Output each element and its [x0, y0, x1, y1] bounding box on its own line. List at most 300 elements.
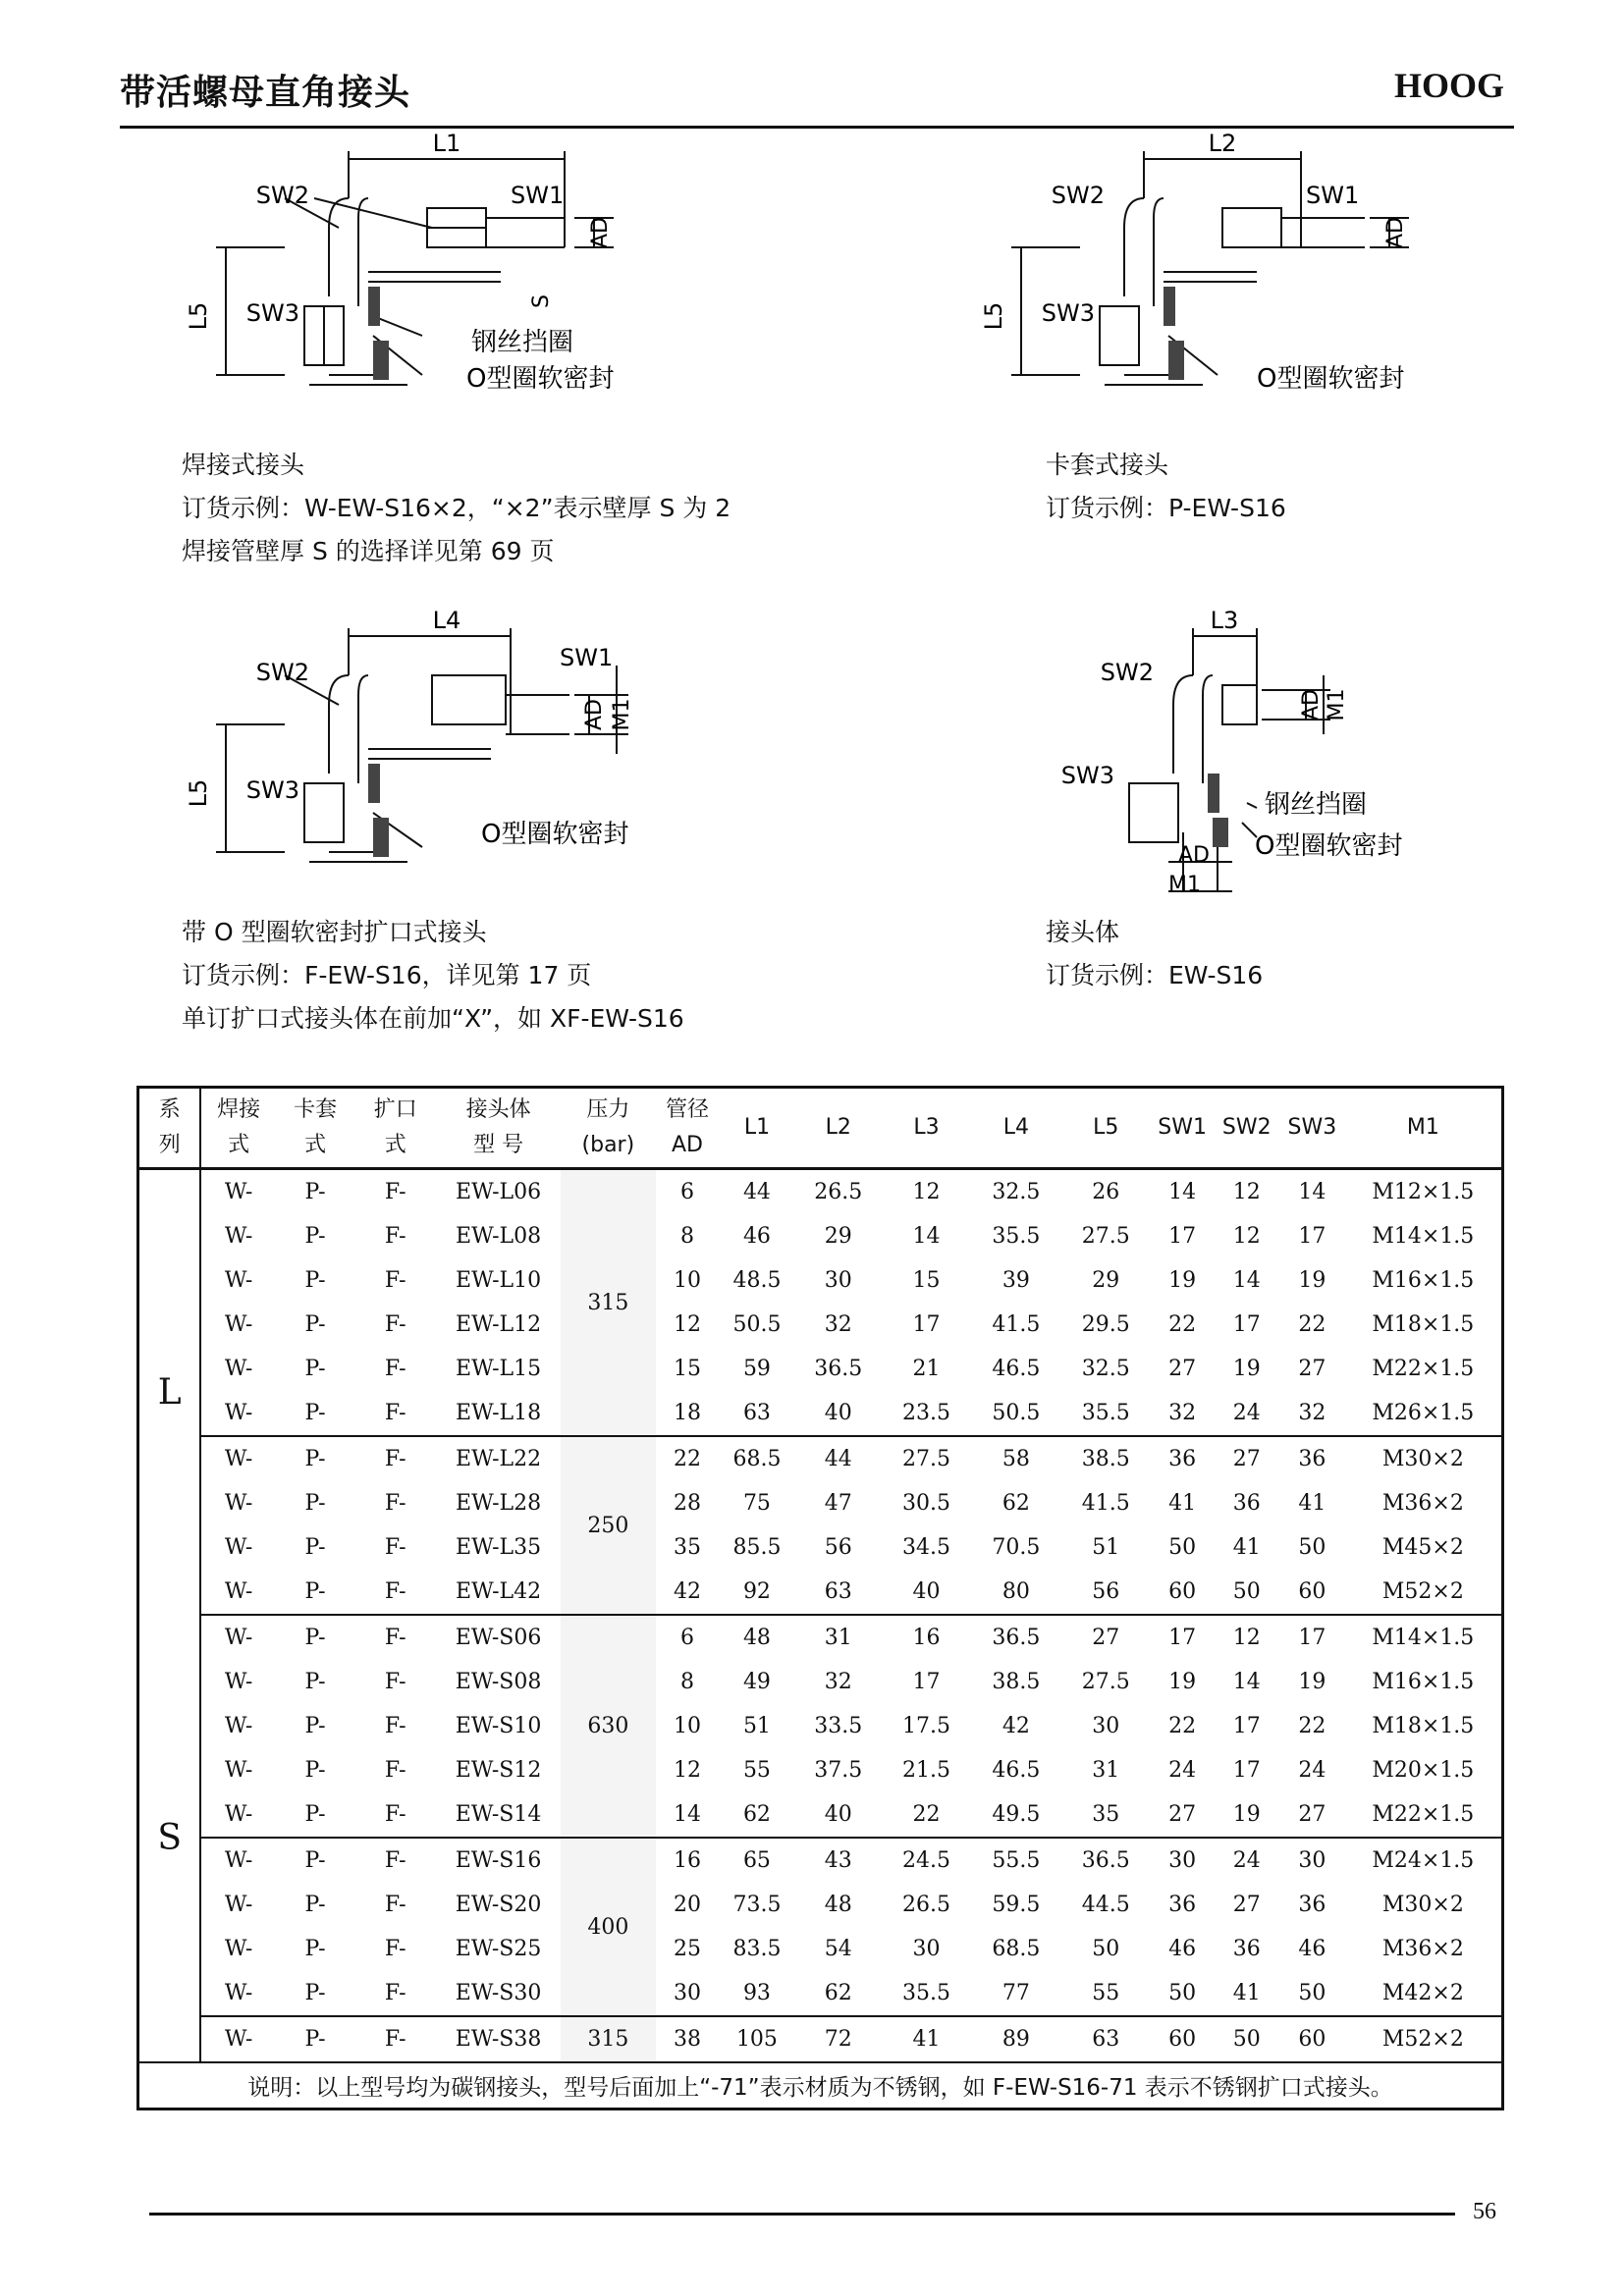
table-cell: 50	[1298, 1981, 1326, 2005]
table-cell: 27.5	[1081, 1670, 1130, 1694]
column-header	[795, 1088, 882, 1169]
table-cell: 17	[1168, 1224, 1197, 1249]
table-cell: 6	[656, 1169, 720, 1215]
table-cell: EW-S16	[436, 1838, 561, 1883]
table-cell: 30	[1092, 1714, 1120, 1738]
table-cell: 35.5	[992, 1224, 1041, 1249]
table-cell: W-	[224, 1224, 253, 1249]
table-cell: 30	[1279, 1838, 1345, 1883]
table-cell: M22×1.5	[1372, 1357, 1475, 1381]
table-cell: W-	[224, 1312, 253, 1337]
table-cell: 32	[1298, 1401, 1326, 1425]
table-note-row	[138, 2062, 1503, 2109]
column-header-line: M1	[1406, 1115, 1439, 1140]
table-cell: 30	[674, 1981, 701, 2005]
table-cell: EW-L15	[456, 1357, 542, 1381]
table-cell: F-	[384, 1937, 406, 1961]
table-cell: 12	[882, 1169, 971, 1215]
table-cell: 33.5	[814, 1714, 863, 1738]
table-cell: EW-L18	[456, 1401, 542, 1425]
sw3-label: SW3	[1041, 299, 1095, 327]
table-cell: 55	[1092, 1981, 1120, 2005]
sw3-label: SW3	[1060, 762, 1114, 789]
table-cell: 36	[1298, 1893, 1326, 1917]
table-cell: 21	[912, 1357, 941, 1381]
table-cell: M18×1.5	[1372, 1714, 1475, 1738]
table-cell: 75	[742, 1491, 771, 1516]
column-header-line: L5	[1093, 1115, 1119, 1140]
series-label: L	[138, 1169, 201, 1616]
table-cell: 6	[656, 1615, 720, 1660]
table-cell: 20	[674, 1893, 701, 1917]
table-cell: 24	[1298, 1758, 1326, 1783]
column-header-line: 扩口	[373, 1097, 417, 1122]
table-cell: 27	[1061, 1615, 1151, 1660]
table-cell: 35	[1092, 1802, 1120, 1827]
table-row	[138, 1971, 1503, 2016]
m1-label: M1	[610, 698, 634, 731]
table-cell: 14	[912, 1224, 941, 1249]
table-cell: P-	[304, 1312, 326, 1337]
cutting-ring-fitting-diagram	[972, 130, 1443, 414]
m1-bottom-label: M1	[1168, 873, 1201, 897]
table-cell: 25	[674, 1937, 701, 1961]
table-cell: EW-L06	[436, 1169, 561, 1215]
table-cell: F-	[384, 1579, 406, 1604]
table-cell: 46	[1298, 1937, 1326, 1961]
table-row	[138, 1927, 1503, 1971]
table-cell: W-	[224, 1535, 253, 1560]
column-header-line: L2	[825, 1115, 851, 1140]
table-cell: 89	[971, 2016, 1060, 2062]
brand-logo: HOOG	[1393, 66, 1504, 105]
sw1-label: SW1	[560, 644, 614, 671]
table-cell: 77	[1001, 1981, 1030, 2005]
table-row	[138, 1570, 1503, 1615]
table-cell: 72	[795, 2016, 882, 2062]
column-header-line: 系	[158, 1097, 181, 1122]
body-caption	[1046, 911, 1263, 997]
table-row	[138, 1748, 1503, 1792]
table-cell: 32	[824, 1670, 852, 1694]
table-cell: 92	[742, 1579, 771, 1604]
table-row	[138, 1704, 1503, 1748]
table-cell: 23.5	[901, 1401, 950, 1425]
table-cell: 85.5	[732, 1535, 782, 1560]
table-cell: 22	[1298, 1714, 1326, 1738]
table-row	[138, 1883, 1503, 1927]
table-cell: M26×1.5	[1372, 1401, 1475, 1425]
pressure-cell: 315	[561, 1169, 656, 1437]
table-cell: 93	[742, 1981, 771, 2005]
table-cell: 29.5	[1081, 1312, 1130, 1337]
table-cell: 59	[742, 1357, 771, 1381]
sw2-label: SW2	[1051, 182, 1105, 209]
table-cell: W-	[224, 1268, 253, 1293]
table-cell: EW-S25	[455, 1937, 542, 1961]
table-cell: EW-L22	[436, 1436, 561, 1481]
table-cell: EW-L12	[456, 1312, 542, 1337]
l5-label: L5	[185, 301, 212, 331]
table-cell: F-	[384, 1224, 406, 1249]
table-cell: 24	[1214, 1838, 1279, 1883]
table-cell: 41	[882, 2016, 971, 2062]
table-cell: 62	[824, 1981, 852, 2005]
wire-retainer-label: 钢丝挡圈	[1265, 790, 1368, 820]
table-cell: 26.5	[901, 1893, 950, 1917]
table-cell: 12	[674, 1758, 701, 1783]
table-cell: 14	[1279, 1169, 1345, 1215]
table-cell: 12	[1214, 1169, 1279, 1215]
pressure-cell: 315	[561, 2016, 656, 2062]
table-cell: 28	[674, 1491, 701, 1516]
table-cell: 68.5	[992, 1937, 1041, 1961]
oring-seal-label: O型圈软密封	[1255, 831, 1403, 861]
table-cell: M16×1.5	[1372, 1670, 1475, 1694]
table-cell: 46	[742, 1224, 771, 1249]
table-cell: 21.5	[901, 1758, 950, 1783]
table-cell: P-	[304, 1981, 326, 2005]
table-cell: P-	[304, 1802, 326, 1827]
table-cell: 62	[1001, 1491, 1030, 1516]
table-cell: W-	[224, 1937, 253, 1961]
table-cell: W-	[200, 1169, 275, 1215]
table-cell: EW-L08	[456, 1224, 542, 1249]
table-row	[138, 1481, 1503, 1525]
table-cell: EW-L35	[456, 1535, 542, 1560]
table-cell: EW-S12	[455, 1758, 542, 1783]
table-cell: 63	[742, 1401, 771, 1425]
table-cell: W-	[224, 1579, 253, 1604]
column-header	[354, 1088, 436, 1169]
table-cell: 48	[719, 1615, 794, 1660]
table-cell: W-	[224, 1491, 253, 1516]
column-header-line: 管径	[665, 1097, 709, 1122]
table-cell: P-	[304, 1491, 326, 1516]
column-header-line: 式	[304, 1133, 327, 1157]
caption-line: 订货示例：P-EW-S16	[1046, 494, 1286, 522]
table-cell: 38.5	[992, 1670, 1041, 1694]
column-header-line: 卡套	[294, 1097, 338, 1122]
table-cell: 68.5	[719, 1436, 794, 1481]
table-cell: F-	[384, 1670, 406, 1694]
table-cell: 29	[1092, 1268, 1120, 1293]
column-header	[1214, 1088, 1279, 1169]
table-cell: 14	[1232, 1670, 1261, 1694]
table-cell: P-	[276, 1838, 355, 1883]
table-cell: F-	[384, 1981, 406, 2005]
table-cell: M36×2	[1381, 1937, 1464, 1961]
column-header-line: L1	[743, 1115, 771, 1140]
table-cell: M16×1.5	[1372, 1268, 1475, 1293]
table-cell: 22	[912, 1802, 941, 1827]
column-header	[200, 1088, 275, 1169]
table-cell: 44.5	[1081, 1893, 1130, 1917]
table-cell: P-	[276, 1169, 355, 1215]
table-cell: M52×2	[1381, 1579, 1464, 1604]
table-cell: M20×1.5	[1372, 1758, 1475, 1783]
table-cell: 38.5	[1061, 1436, 1151, 1481]
table-cell: F-	[384, 1357, 406, 1381]
oring-seal-label: O型圈软密封	[1257, 364, 1405, 394]
table-cell: 38	[656, 2016, 720, 2062]
table-cell: P-	[304, 1224, 326, 1249]
table-cell: 32.5	[971, 1169, 1060, 1215]
table-cell: F-	[384, 1802, 406, 1827]
column-header	[882, 1088, 971, 1169]
table-cell: 22	[1168, 1714, 1197, 1738]
table-cell: 27.5	[1081, 1224, 1130, 1249]
table-cell: W-	[200, 2016, 275, 2062]
table-cell: W-	[224, 1401, 253, 1425]
caption-line: 焊接管壁厚 S 的选择详见第 69 页	[182, 537, 555, 565]
table-cell: 65	[719, 1838, 794, 1883]
table-row	[138, 2016, 1503, 2062]
table-cell: M30×2	[1381, 1893, 1464, 1917]
table-cell: 24.5	[882, 1838, 971, 1883]
cutting-ring-caption	[1046, 444, 1286, 530]
table-cell: 83.5	[732, 1937, 782, 1961]
table-cell: P-	[304, 1714, 326, 1738]
table-row	[138, 1391, 1503, 1436]
dim-l4-label: L4	[432, 607, 461, 634]
table-cell: 42	[674, 1579, 701, 1604]
table-cell: F-	[384, 1312, 406, 1337]
table-cell: F-	[384, 1401, 406, 1425]
table-cell: 60	[1168, 1579, 1197, 1604]
table-cell: 27.5	[882, 1436, 971, 1481]
specification-table	[136, 1086, 1504, 2110]
table-cell: P-	[304, 1535, 326, 1560]
column-header	[276, 1088, 355, 1169]
ad-label: AD	[588, 217, 613, 248]
table-cell: 27	[1232, 1893, 1261, 1917]
table-cell: 105	[719, 2016, 794, 2062]
table-cell: W-	[224, 1981, 253, 2005]
table-cell: EW-S30	[455, 1981, 542, 2005]
table-cell: 63	[824, 1579, 852, 1604]
table-cell: 59.5	[992, 1893, 1041, 1917]
table-cell: 36	[1232, 1491, 1261, 1516]
table-cell: 24	[1232, 1401, 1261, 1425]
table-cell: 36.5	[1061, 1838, 1151, 1883]
footer-rule	[149, 2213, 1455, 2216]
table-cell: 17	[1232, 1714, 1261, 1738]
table-cell: 62	[742, 1802, 771, 1827]
table-cell: EW-L28	[456, 1491, 542, 1516]
table-cell: 31	[1092, 1758, 1120, 1783]
table-cell: F-	[354, 1169, 436, 1215]
column-header	[138, 1088, 201, 1169]
table-note: 说明：以上型号均为碳钢接头，型号后面加上“-71”表示材质为不锈钢，如 F-EW-S16-71 表示不锈钢扩口式接头。	[138, 2062, 1503, 2109]
table-cell: M45×2	[1381, 1535, 1464, 1560]
table-cell: 39	[1001, 1268, 1030, 1293]
column-header	[436, 1088, 561, 1169]
table-cell: 30	[1151, 1838, 1215, 1883]
table-cell: F-	[384, 1758, 406, 1783]
column-header-line: SW2	[1221, 1115, 1272, 1140]
table-cell: 43	[795, 1838, 882, 1883]
table-cell: 36.5	[971, 1615, 1060, 1660]
table-cell: 42	[1001, 1714, 1030, 1738]
dim-l3-label: L3	[1210, 607, 1239, 634]
table-cell: 19	[1298, 1670, 1326, 1694]
column-header	[561, 1088, 656, 1169]
page-title: 带活螺母直角接头	[120, 73, 411, 113]
table-cell: W-	[224, 1758, 253, 1783]
table-cell: EW-S38	[436, 2016, 561, 2062]
table-row	[138, 1525, 1503, 1570]
table-cell: 37.5	[814, 1758, 863, 1783]
table-cell: 17	[1232, 1758, 1261, 1783]
table-cell: 41	[1298, 1491, 1326, 1516]
table-cell: 50	[1232, 1579, 1261, 1604]
table-cell: M18×1.5	[1372, 1312, 1475, 1337]
table-cell: M36×2	[1381, 1491, 1464, 1516]
oring-seal-label: O型圈软密封	[481, 820, 629, 849]
column-header	[1345, 1088, 1503, 1169]
column-header-line: L3	[913, 1115, 940, 1140]
table-cell: 17	[912, 1312, 941, 1337]
table-cell: P-	[304, 1758, 326, 1783]
table-cell: F-	[384, 1535, 406, 1560]
table-cell: M14×1.5	[1372, 1224, 1475, 1249]
wire-retainer-label: 钢丝挡圈	[471, 328, 574, 357]
table-cell: 8	[680, 1670, 694, 1694]
table-cell: 15	[912, 1268, 941, 1293]
table-cell: 22	[656, 1436, 720, 1481]
table-cell: 30	[824, 1268, 852, 1293]
table-cell: M24×1.5	[1345, 1838, 1503, 1883]
table-cell: 40	[824, 1802, 852, 1827]
welded-fitting-diagram	[177, 130, 687, 414]
table-cell: 14	[1232, 1268, 1261, 1293]
sw2-label: SW2	[1100, 659, 1154, 686]
caption-line: 订货示例：EW-S16	[1046, 961, 1264, 989]
table-cell: EW-L42	[456, 1579, 542, 1604]
table-row	[138, 1303, 1503, 1347]
table-cell: 30.5	[901, 1491, 950, 1516]
table-cell: 41	[1168, 1491, 1197, 1516]
pressure-cell: 400	[561, 1838, 656, 2016]
table-cell: 50.5	[992, 1401, 1041, 1425]
table-cell: 40	[912, 1579, 941, 1604]
table-cell: 36	[1232, 1937, 1261, 1961]
table-cell: 12	[1232, 1224, 1261, 1249]
table-cell: 51	[1092, 1535, 1120, 1560]
column-header-line: 压力	[586, 1097, 630, 1122]
table-cell: 49.5	[992, 1802, 1041, 1827]
table-cell: M14×1.5	[1345, 1615, 1503, 1660]
table-cell: 55	[742, 1758, 771, 1783]
table-cell: 27	[1168, 1357, 1197, 1381]
table-cell: 17	[912, 1670, 941, 1694]
sw3-label: SW3	[245, 299, 299, 327]
column-header-line: (bar)	[581, 1133, 635, 1157]
m1-label: M1	[1325, 688, 1349, 721]
table-cell: 36.5	[814, 1357, 863, 1381]
caption-line: 卡套式接头	[1046, 451, 1169, 479]
table-cell: 17	[1151, 1615, 1215, 1660]
s-label: S	[529, 294, 554, 308]
table-cell: 80	[1001, 1579, 1030, 1604]
table-row	[138, 1792, 1503, 1838]
table-cell: 17	[1298, 1224, 1326, 1249]
table-cell: 60	[1298, 1579, 1326, 1604]
column-header-line: 型 号	[473, 1133, 524, 1157]
table-cell: 50.5	[732, 1312, 782, 1337]
table-cell: 32.5	[1081, 1357, 1130, 1381]
table-cell: EW-S20	[455, 1893, 542, 1917]
caption-line: 订货示例：W-EW-S16×2，“×2”表示壁厚 S 为 2	[182, 494, 731, 522]
table-cell: M30×2	[1345, 1436, 1503, 1481]
table-cell: 14	[674, 1802, 701, 1827]
table-cell: 55.5	[971, 1838, 1060, 1883]
table-cell: 50	[1298, 1535, 1326, 1560]
table-cell: 14	[1151, 1169, 1215, 1215]
table-row	[138, 1214, 1503, 1258]
table-cell: 63	[1061, 2016, 1151, 2062]
table-cell: 56	[824, 1535, 852, 1560]
caption-line: 焊接式接头	[182, 451, 305, 479]
table-cell: 40	[824, 1401, 852, 1425]
table-cell: P-	[304, 1268, 326, 1293]
fitting-body-diagram	[1011, 597, 1473, 921]
table-cell: 44	[795, 1436, 882, 1481]
table-cell: 22	[1168, 1312, 1197, 1337]
table-cell: 19	[1168, 1268, 1197, 1293]
table-cell: 36	[1279, 1436, 1345, 1481]
column-header-line: SW1	[1158, 1115, 1208, 1140]
page-number: 56	[1473, 2199, 1496, 2224]
column-header-line: 焊接	[217, 1097, 261, 1122]
table-cell: 60	[1279, 2016, 1345, 2062]
table-header-row	[138, 1088, 1503, 1169]
table-cell: 34.5	[901, 1535, 950, 1560]
table-cell: 48	[824, 1893, 852, 1917]
table-cell: 47	[824, 1491, 852, 1516]
table-cell: 19	[1232, 1802, 1261, 1827]
table-cell: 27	[1298, 1357, 1326, 1381]
table-cell: 44	[719, 1169, 794, 1215]
table-cell: 70.5	[992, 1535, 1041, 1560]
table-cell: 41	[1232, 1981, 1261, 2005]
table-cell: 26.5	[795, 1169, 882, 1215]
table-cell: W-	[200, 1436, 275, 1481]
table-cell: F-	[384, 1714, 406, 1738]
table-cell: 50	[1092, 1937, 1120, 1961]
flared-caption	[182, 911, 684, 1041]
table-cell: 17	[1279, 1615, 1345, 1660]
sw2-label: SW2	[255, 659, 309, 686]
table-cell: 35.5	[1081, 1401, 1130, 1425]
table-cell: 8	[680, 1224, 694, 1249]
table-cell: P-	[276, 1436, 355, 1481]
table-cell: 19	[1298, 1268, 1326, 1293]
table-cell: P-	[304, 1401, 326, 1425]
table-cell: 50	[1168, 1981, 1197, 2005]
table-cell: 19	[1168, 1670, 1197, 1694]
caption-line: 订货示例：F-EW-S16，详见第 17 页	[182, 961, 592, 989]
table-cell: 58	[971, 1436, 1060, 1481]
column-header-line: 列	[158, 1133, 181, 1157]
oring-seal-label: O型圈软密封	[466, 364, 615, 394]
table-cell: W-	[224, 1714, 253, 1738]
table-cell: 49	[742, 1670, 771, 1694]
table-cell: 51	[742, 1714, 771, 1738]
table-cell: 10	[674, 1714, 701, 1738]
table-cell: 16	[882, 1615, 971, 1660]
